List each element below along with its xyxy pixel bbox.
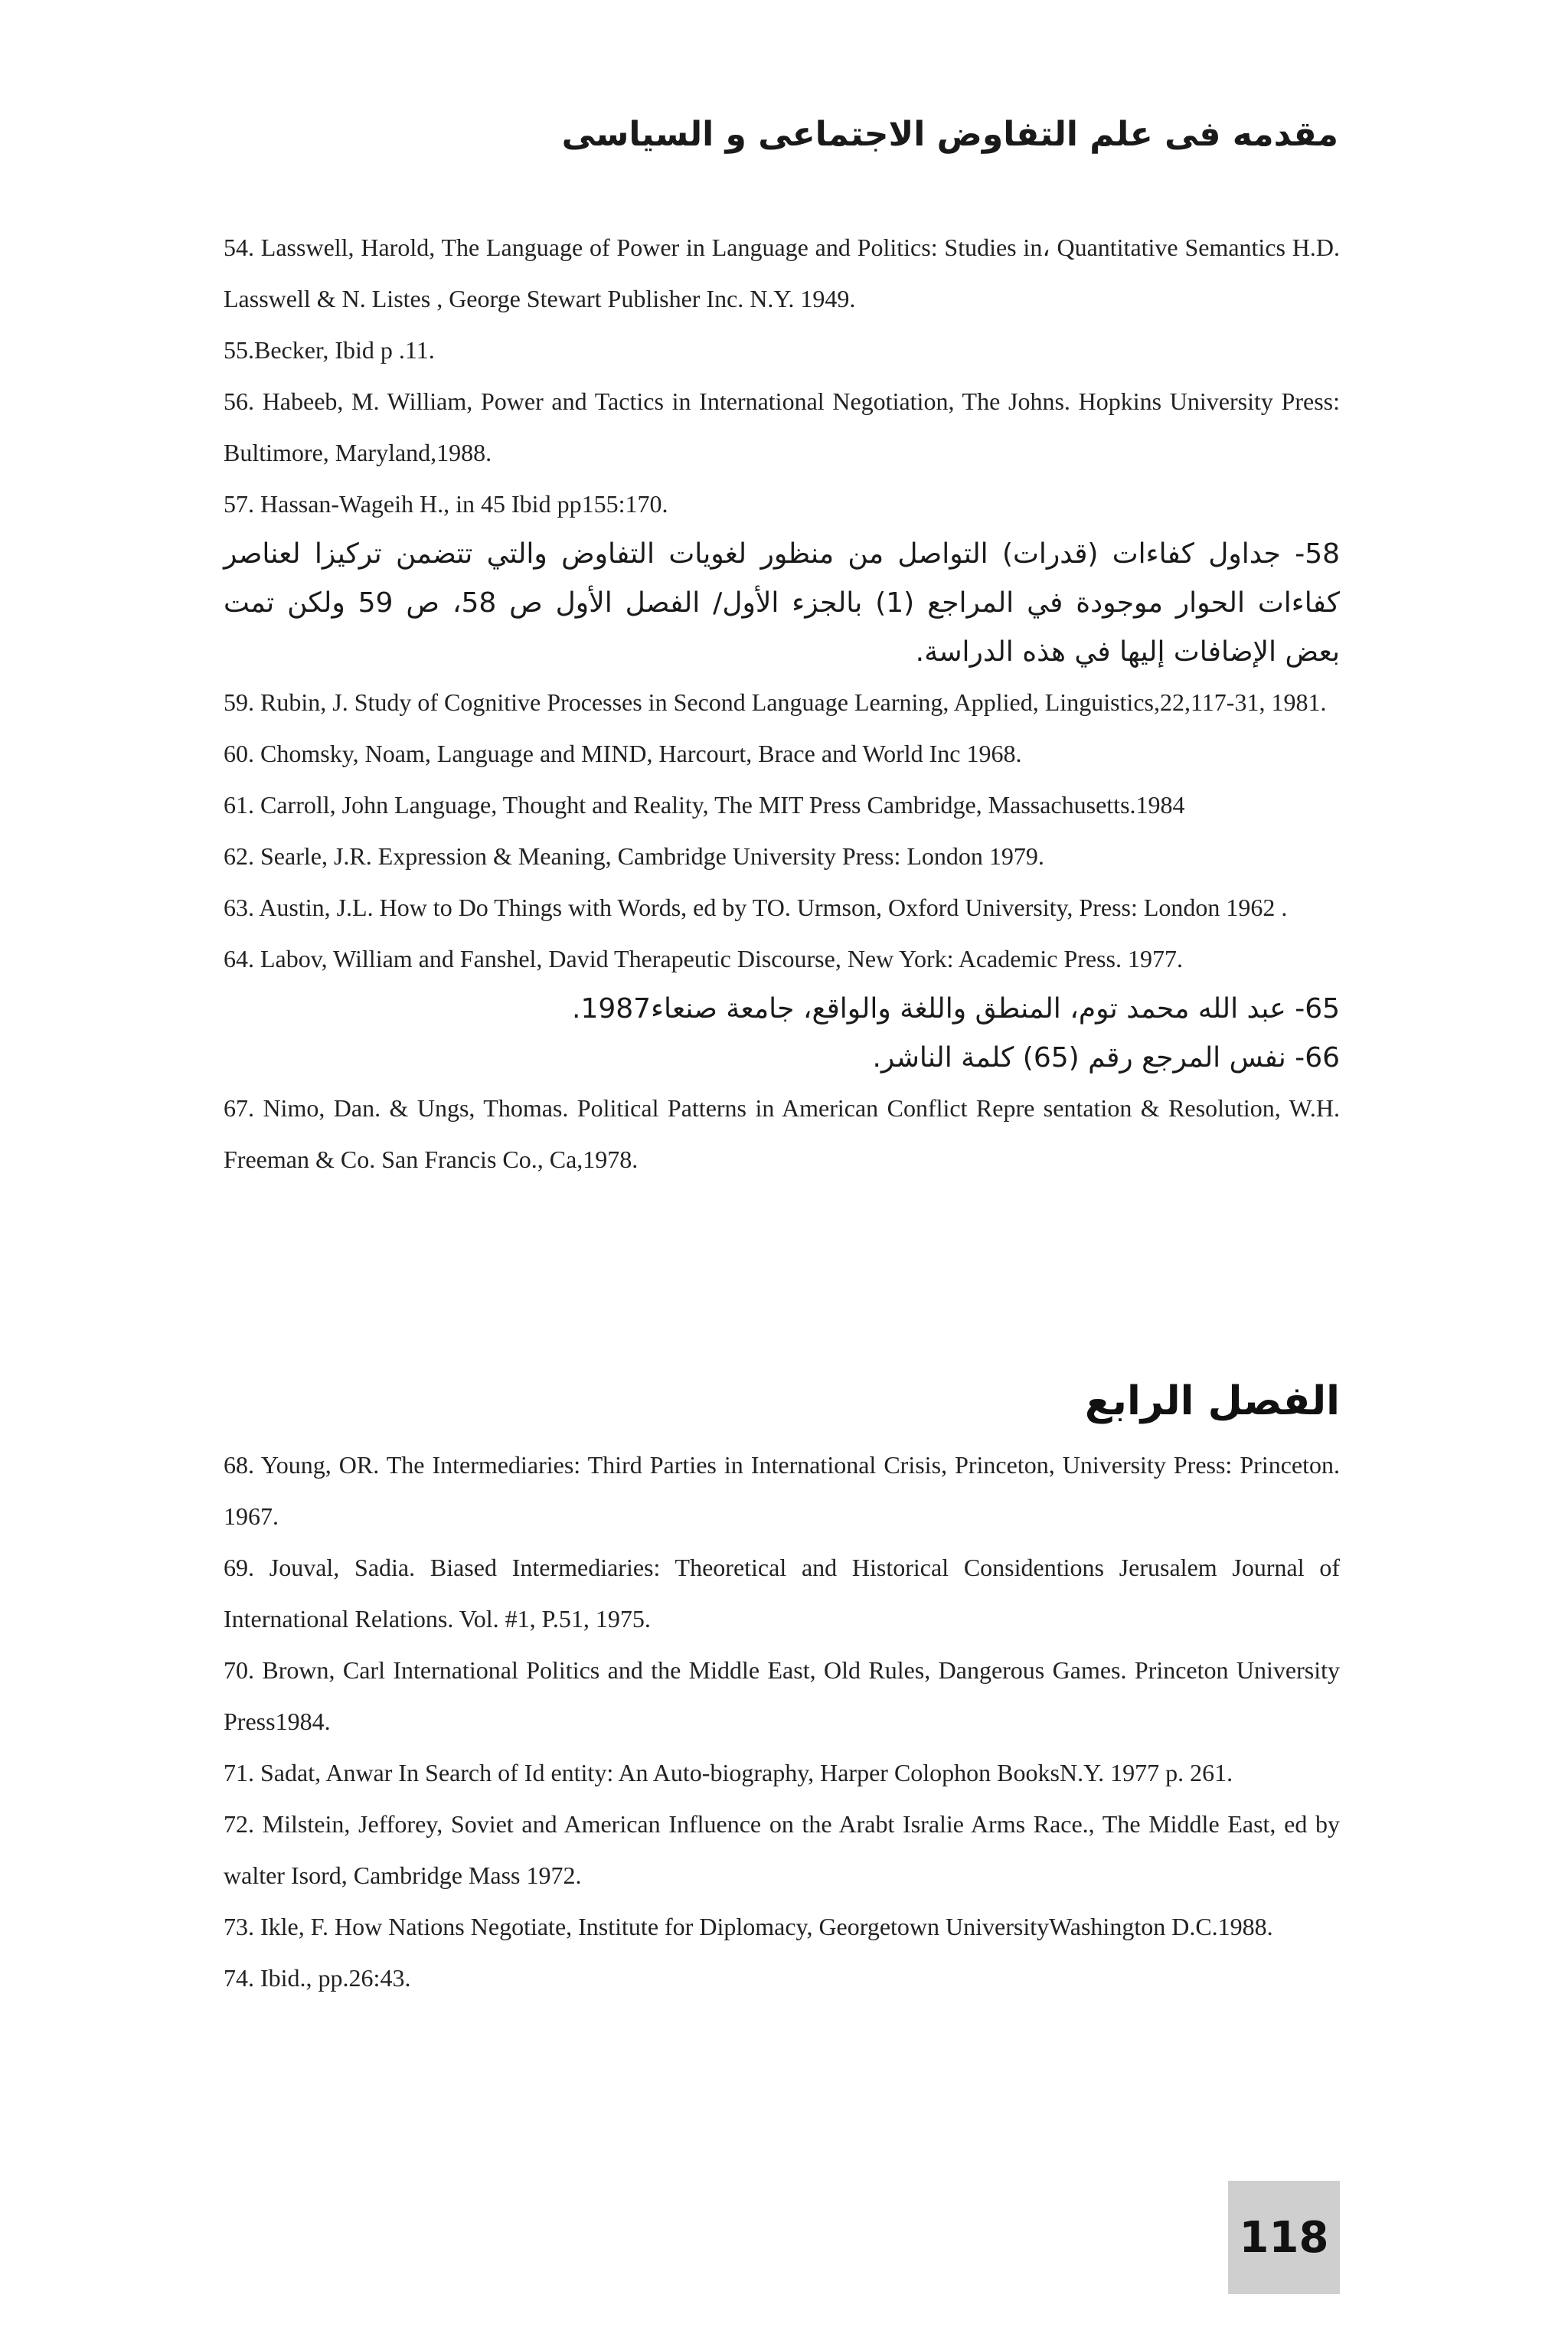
reference-63: 63. Austin, J.L. How to Do Things with Words, ed by TO. Urmson, Oxford University, Press: London 1962 . <box>224 894 1288 921</box>
chapter-title: الفصل الرابع <box>1084 1378 1340 1424</box>
reference-59: 59. Rubin, J. Study of Cognitive Processes in Second Language Learning, Applied, Linguistics,22,117-31, 1981. <box>224 688 1327 716</box>
reference-65: 65- عبد الله محمد توم، المنطق واللغة والواقع، جامعة صنعاء1987. <box>571 993 1340 1025</box>
reference-69: 69. Jouval, Sadia. Biased Intermediaries: Theoretical and Historical Considentions Jerusalem Journal of International Relations. Vol. #1, P.51, 1975. <box>224 1554 1340 1633</box>
reference-55: 55.Becker, Ibid p .11. <box>224 336 435 364</box>
reference-67: 67. Nimo, Dan. & Ungs, Thomas. Political Patterns in American Conflict Repre sentation & Resolution, W.H. Freeman & Co. San Francis Co., Ca,1978. <box>224 1094 1340 1173</box>
reference-70: 70. Brown, Carl International Politics and the Middle East, Old Rules, Dangerous Games. Princeton University Press1984. <box>224 1656 1340 1735</box>
reference-74: 74. Ibid., pp.26:43. <box>224 1964 411 1992</box>
reference-54: 54. Lasswell, Harold, The Language of Power in Language and Politics: Studies in، Quantitative Semantics H.D. Lasswell & N. Listes , George Stewart Publisher Inc. N.Y. 1949. <box>224 234 1340 312</box>
references-list-part1 <box>224 222 1340 1185</box>
reference-72: 72. Milstein, Jefforey, Soviet and American Influence on the Arabt Isralie Arms Race., The Middle East, ed by walter Isord, Cambridge Mass 1972. <box>224 1810 1340 1889</box>
reference-61: 61. Carroll, John Language, Thought and Reality, The MIT Press Cambridge, Massachusetts.1984 <box>224 791 1185 819</box>
running-header: مقدمه فى علم التفاوض الاجتماعى و السياسى <box>561 115 1338 154</box>
reference-58: 58- جداول كفاءات (قدرات) التواصل من منظور لغويات التفاوض والتي تتضمن تركيزا لعناصر كفاءات الحوار موجودة في المراجع (1) بالجزء الأول/ الفصل الأول ص 58، ص 59 ولكن تمت بعض الإضافات إليها في هذه الدراسة. <box>224 538 1341 668</box>
reference-73: 73. Ikle, F. How Nations Negotiate, Institute for Diplomacy, Georgetown UniversityWashington D.C.1988. <box>224 1913 1273 1940</box>
reference-64: 64. Labov, William and Fanshel, David Therapeutic Discourse, New York: Academic Press. 1977. <box>224 945 1183 972</box>
reference-57: 57. Hassan-Wageih H., in 45 Ibid pp155:170. <box>224 490 668 518</box>
reference-60: 60. Chomsky, Noam, Language and MIND, Harcourt, Brace and World Inc 1968. <box>224 740 1022 767</box>
references-list-part2 <box>224 1440 1340 2004</box>
page-number: 118 <box>1228 2181 1340 2294</box>
reference-56: 56. Habeeb, M. William, Power and Tactics in International Negotiation, The Johns. Hopkins University Press: Bultimore, Maryland,1988. <box>224 387 1340 466</box>
reference-62: 62. Searle, J.R. Expression & Meaning, Cambridge University Press: London 1979. <box>224 842 1044 870</box>
reference-66: 66- نفس المرجع رقم (65) كلمة الناشر. <box>872 1042 1340 1074</box>
reference-71: 71. Sadat, Anwar In Search of Id entity: An Auto-biography, Harper Colophon BooksN.Y. 1977 p. 261. <box>224 1759 1233 1786</box>
reference-68: 68. Young, OR. The Intermediaries: Third Parties in International Crisis, Princeton, University Press: Princeton. 1967. <box>224 1451 1340 1530</box>
